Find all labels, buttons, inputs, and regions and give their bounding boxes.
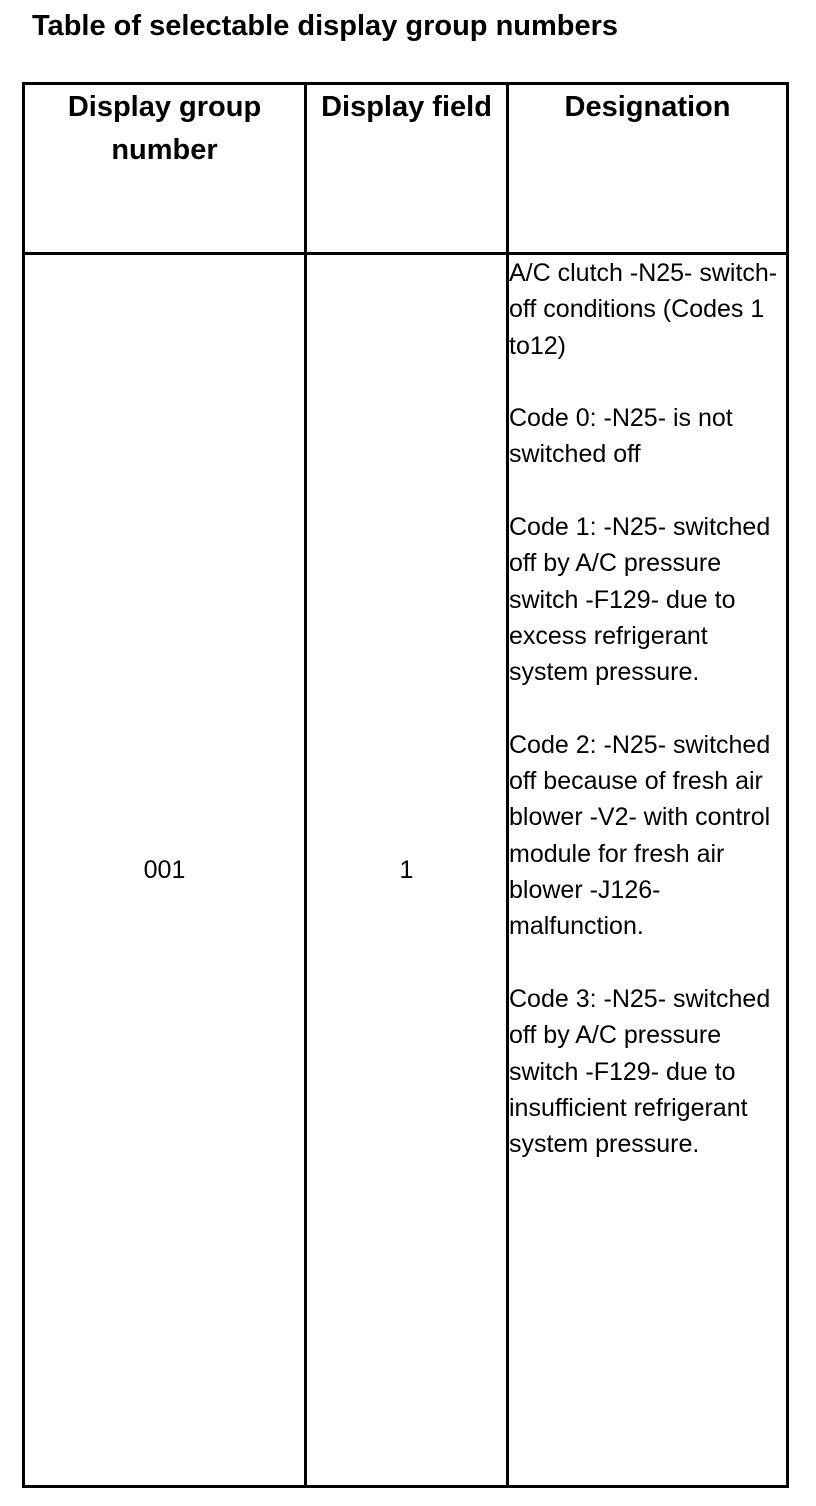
designation-code-1: Code 1: -N25- switched off by A/C pressure switch -F129- due to excess refrigerant system pressure. bbox=[509, 513, 771, 687]
header-designation: Designation bbox=[508, 84, 788, 254]
cell-designation bbox=[508, 254, 788, 1487]
table-row bbox=[24, 254, 788, 1487]
designation-code-0: Code 0: -N25- is not switched off bbox=[509, 404, 733, 469]
designation-intro: A/C clutch -N25- switch-off conditions (Codes 1 to12) bbox=[509, 259, 778, 360]
header-display-group-number: Display group number bbox=[24, 84, 306, 254]
designation-code-3: Code 3: -N25- switched off by A/C pressure switch -F129- due to insufficient refrigerant system pressure. bbox=[509, 984, 771, 1159]
cell-display-group-number: 001 bbox=[24, 254, 306, 1487]
cell-display-field: 1 bbox=[306, 254, 508, 1487]
designation-code-2: Code 2: -N25- switched off because of fresh air blower -V2- with control module for fresh air blower -J126- malfunction. bbox=[509, 730, 771, 941]
display-group-table bbox=[22, 82, 789, 1488]
table-header-row bbox=[24, 84, 788, 254]
header-display-field: Display field bbox=[306, 84, 508, 254]
document-title: Table of selectable display group numbers bbox=[32, 10, 619, 42]
